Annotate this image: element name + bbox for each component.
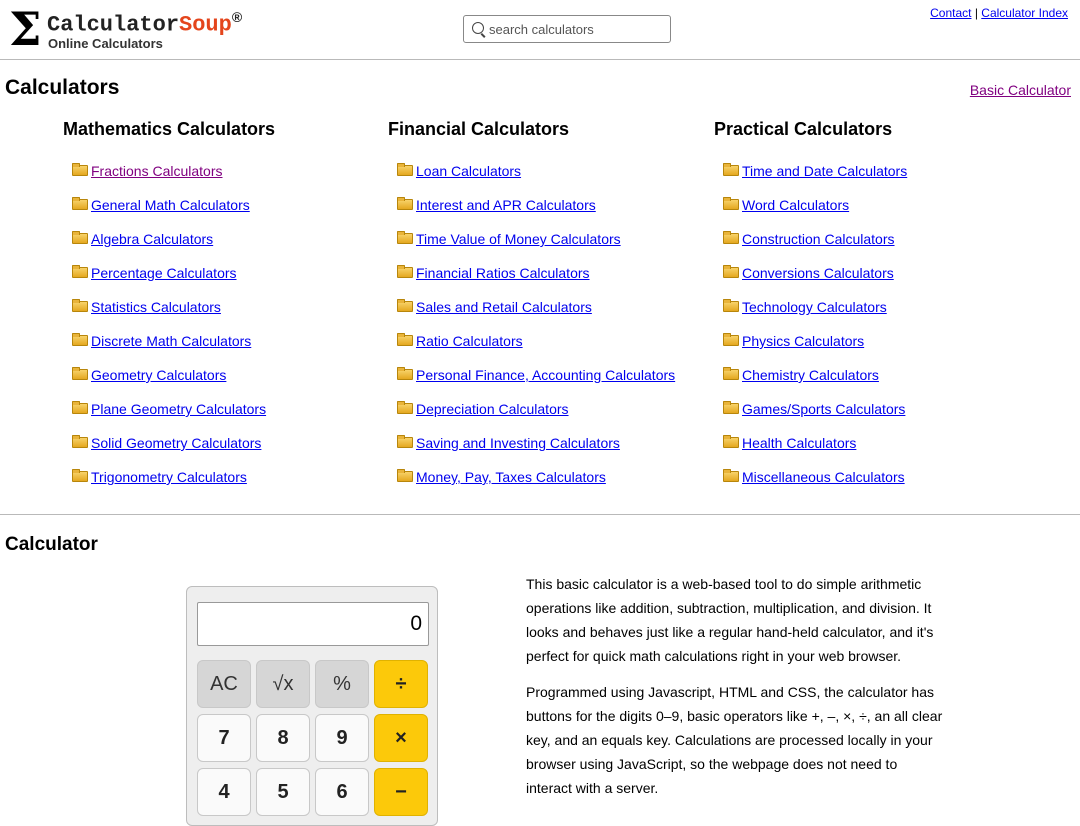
mathematics-column xyxy=(63,119,383,485)
category-link[interactable]: Games/Sports Calculators xyxy=(742,401,906,417)
all-clear-key[interactable]: AC xyxy=(197,660,251,708)
folder-icon xyxy=(723,369,739,380)
digit-5-key[interactable]: 5 xyxy=(256,768,310,816)
category-link[interactable]: Fractions Calculators xyxy=(91,163,223,179)
list-item xyxy=(72,265,266,299)
folder-icon xyxy=(397,233,413,244)
folder-icon xyxy=(72,267,88,278)
calculator-display: 0 xyxy=(197,602,429,646)
category-link[interactable]: Sales and Retail Calculators xyxy=(416,299,592,315)
column-heading: Practical Calculators xyxy=(714,119,893,139)
folder-icon xyxy=(397,199,413,210)
folder-icon xyxy=(72,199,88,210)
calculator-index-link[interactable]: Calculator Index xyxy=(981,6,1068,20)
digit-7-key[interactable]: 7 xyxy=(197,714,251,762)
folder-icon xyxy=(72,301,88,312)
category-link[interactable]: Trigonometry Calculators xyxy=(91,469,247,485)
list-item xyxy=(72,401,266,435)
calculator-description xyxy=(526,572,946,812)
folder-icon xyxy=(723,471,739,482)
category-link[interactable]: Ratio Calculators xyxy=(416,333,523,349)
section-divider xyxy=(0,514,1080,515)
folder-icon xyxy=(72,165,88,176)
folder-icon xyxy=(723,199,739,210)
list-item xyxy=(723,299,907,333)
brand-part-soup: Soup xyxy=(179,12,232,38)
practical-column xyxy=(714,119,1034,485)
folder-icon xyxy=(397,335,413,346)
category-link[interactable]: Time Value of Money Calculators xyxy=(416,231,621,247)
folder-icon xyxy=(723,335,739,346)
divide-key[interactable]: ÷ xyxy=(374,660,428,708)
category-link[interactable]: Physics Calculators xyxy=(742,333,865,349)
category-link[interactable]: Financial Ratios Calculators xyxy=(416,265,590,281)
search-input[interactable] xyxy=(489,19,664,39)
list-item xyxy=(723,435,907,469)
category-link[interactable]: Word Calculators xyxy=(742,197,850,213)
registered-mark: ® xyxy=(231,9,243,25)
multiply-key[interactable]: × xyxy=(374,714,428,762)
basic-calculator-link[interactable]: Basic Calculator xyxy=(969,82,1071,98)
folder-icon xyxy=(397,267,413,278)
list-item xyxy=(72,333,266,367)
category-link[interactable]: Conversions Calculators xyxy=(742,265,894,281)
list-item xyxy=(72,197,266,231)
column-heading: Financial Calculators xyxy=(388,119,570,139)
site-header xyxy=(0,0,1080,60)
list-item xyxy=(723,401,907,435)
folder-icon xyxy=(723,437,739,448)
list-item xyxy=(723,469,907,503)
brand-tagline: Online Calculators xyxy=(48,36,163,51)
category-link[interactable]: Depreciation Calculators xyxy=(416,401,569,417)
folder-icon xyxy=(72,335,88,346)
list-item xyxy=(397,299,675,333)
financial-column xyxy=(388,119,708,485)
description-paragraph: This basic calculator is a web-based tool to do simple arithmetic operations like addition, subtraction, multiplication, and division. It looks and behaves just like a regular hand-held calculator, and it's perfect for quick math calculations right in your web browser. xyxy=(526,576,934,664)
list-item xyxy=(397,197,675,231)
list-item xyxy=(72,163,266,197)
list-item xyxy=(397,231,675,265)
basic-calculator-widget xyxy=(186,586,438,826)
category-link[interactable]: Loan Calculators xyxy=(416,163,522,179)
folder-icon xyxy=(72,471,88,482)
digit-9-key[interactable]: 9 xyxy=(315,714,369,762)
category-link[interactable]: Money, Pay, Taxes Calculators xyxy=(416,469,606,485)
category-link[interactable]: General Math Calculators xyxy=(91,197,250,213)
list-item xyxy=(723,333,907,367)
subtract-key[interactable]: − xyxy=(374,768,428,816)
category-link[interactable]: Geometry Calculators xyxy=(91,367,227,383)
category-list xyxy=(72,163,266,503)
list-item xyxy=(723,231,907,265)
folder-icon xyxy=(723,301,739,312)
list-item xyxy=(397,469,675,503)
list-item xyxy=(723,197,907,231)
category-list xyxy=(723,163,907,503)
list-item xyxy=(72,231,266,265)
page-title: Calculators xyxy=(5,76,120,99)
category-link[interactable]: Chemistry Calculators xyxy=(742,367,879,383)
category-link[interactable]: Solid Geometry Calculators xyxy=(91,435,262,451)
brand-name xyxy=(47,9,242,37)
category-link[interactable]: Personal Finance, Accounting Calculators xyxy=(416,367,676,383)
column-heading: Mathematics Calculators xyxy=(63,119,276,139)
list-item xyxy=(397,333,675,367)
percent-key[interactable]: % xyxy=(315,660,369,708)
category-list xyxy=(397,163,675,503)
digit-8-key[interactable]: 8 xyxy=(256,714,310,762)
list-item xyxy=(72,367,266,401)
digit-4-key[interactable]: 4 xyxy=(197,768,251,816)
calculator-section-title: Calculator xyxy=(5,534,98,555)
folder-icon xyxy=(397,437,413,448)
category-link[interactable]: Health Calculators xyxy=(742,435,857,451)
list-item xyxy=(397,401,675,435)
list-item xyxy=(397,163,675,197)
folder-icon xyxy=(397,471,413,482)
search-box[interactable] xyxy=(463,15,671,43)
category-link[interactable]: Miscellaneous Calculators xyxy=(742,469,905,485)
list-item xyxy=(723,367,907,401)
folder-icon xyxy=(397,301,413,312)
link-separator: | xyxy=(974,6,978,20)
sigma-icon: Σ xyxy=(9,2,42,56)
list-item xyxy=(72,299,266,333)
folder-icon xyxy=(723,403,739,414)
list-item xyxy=(72,469,266,503)
folder-icon xyxy=(72,437,88,448)
folder-icon xyxy=(72,403,88,414)
folder-icon xyxy=(723,267,739,278)
category-link[interactable]: Saving and Investing Calculators xyxy=(416,435,620,451)
folder-icon xyxy=(397,369,413,380)
brand-part-calculator: Calculator xyxy=(47,12,180,38)
category-link[interactable]: Discrete Math Calculators xyxy=(91,333,252,349)
list-item xyxy=(397,367,675,401)
folder-icon xyxy=(723,233,739,244)
folder-icon xyxy=(397,165,413,176)
search-icon xyxy=(472,22,484,34)
contact-link[interactable]: Contact xyxy=(930,6,972,20)
list-item xyxy=(397,265,675,299)
category-link[interactable]: Technology Calculators xyxy=(742,299,887,315)
site-logo[interactable] xyxy=(9,2,249,56)
square-root-key[interactable]: √x xyxy=(256,660,310,708)
top-links xyxy=(930,6,1068,20)
list-item xyxy=(397,435,675,469)
category-link[interactable]: Interest and APR Calculators xyxy=(416,197,596,213)
category-link[interactable]: Plane Geometry Calculators xyxy=(91,401,267,417)
list-item xyxy=(723,163,907,197)
folder-icon xyxy=(72,233,88,244)
category-link[interactable]: Statistics Calculators xyxy=(91,299,221,315)
category-link[interactable]: Algebra Calculators xyxy=(91,231,214,247)
folder-icon xyxy=(72,369,88,380)
category-link[interactable]: Time and Date Calculators xyxy=(742,163,908,179)
list-item xyxy=(72,435,266,469)
description-paragraph: Programmed using Javascript, HTML and CSS, the calculator has buttons for the digits 0–9, basic operators like +, –, ×, ÷, an all clear key, and an equals key. Calculations are processed locally in your browser using JavaScript, so the webpage does not need to interact with a server. xyxy=(526,684,943,796)
digit-6-key[interactable]: 6 xyxy=(315,768,369,816)
category-link[interactable]: Construction Calculators xyxy=(742,231,895,247)
category-link[interactable]: Percentage Calculators xyxy=(91,265,237,281)
list-item xyxy=(723,265,907,299)
folder-icon xyxy=(397,403,413,414)
folder-icon xyxy=(723,165,739,176)
